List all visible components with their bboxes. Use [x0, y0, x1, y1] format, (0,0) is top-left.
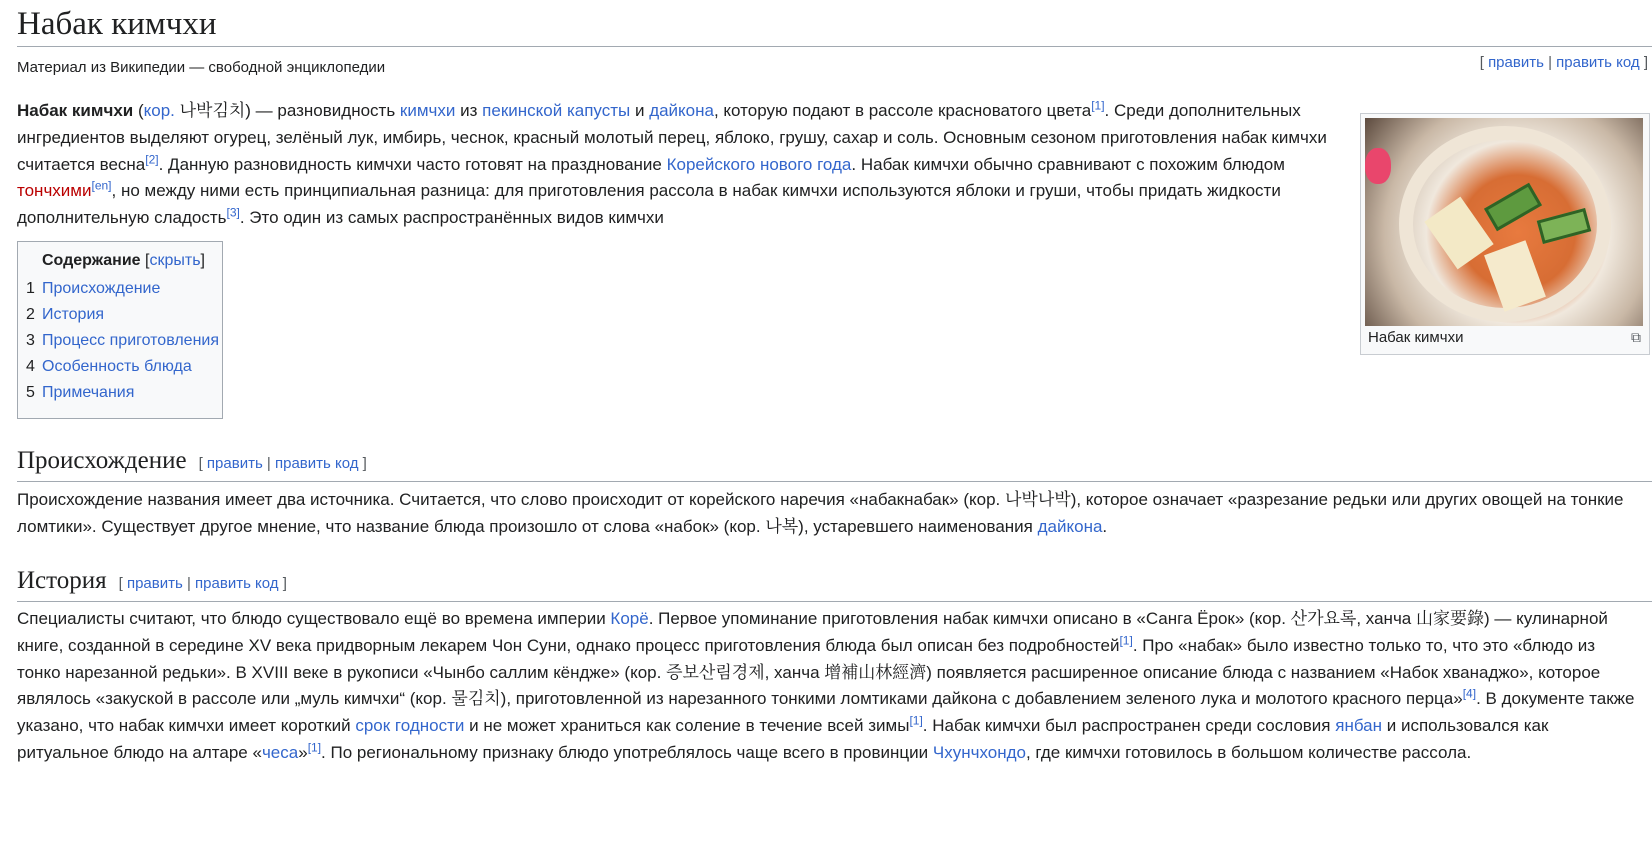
ref-2-link[interactable]: [2] [145, 151, 159, 166]
ref-1-link[interactable]: [1] [1119, 633, 1133, 648]
edit-code-link[interactable]: править код [275, 455, 359, 472]
toc-number: 2 [26, 306, 35, 323]
text: . [1102, 516, 1108, 536]
separator: | [1543, 54, 1557, 71]
thumbnail-box [1360, 113, 1650, 355]
ref-4-link[interactable]: [4] [1462, 686, 1477, 701]
toc-link-notes[interactable]: Примечания [42, 384, 135, 401]
bracket-open: [ [118, 575, 127, 592]
ref-1-link[interactable]: [1] [1091, 98, 1105, 113]
text: . Данную разновидность кимчхи часто готовят на празднование [158, 154, 667, 174]
text: ( [133, 101, 144, 120]
text: и использовался как ритуальное блюдо на алтаре « [17, 716, 1549, 762]
bracket-open: [ [198, 455, 207, 472]
text: . Про «набак» было известно только то, что это «блюдо из тонко нарезанной редьки». В XVIII веке в рукописи «Чынбо саллим кёндже» (кор. 증보산림경제, ханча 增補山林經濟) появляется расширенное описание блюда с названием «Набок хванаджо», которое являлось «закуской в рассоле или „муль кимчхи“ (кор. 물김치), приготовленной из нарезанного тонкими ломтиками дайкона с добавлением зеленого лука и молотого красного перца» [17, 635, 1601, 709]
edit-link[interactable]: править [1488, 54, 1544, 71]
text: и [630, 101, 650, 120]
toc-item[interactable] [26, 357, 219, 383]
bracket-open: [ [1479, 54, 1489, 71]
text: и не может храниться как соление в течение всей зимы [464, 716, 910, 736]
toc-number: 3 [26, 332, 35, 349]
bracket-open: [ [140, 252, 150, 269]
korean-new-year-link[interactable]: Корейского нового года [666, 154, 852, 174]
text: . Набак кимчхи был распространен среди сословия [922, 716, 1336, 736]
text: . По региональному признаку блюдо употреблялось чаще всего в провинции [321, 742, 933, 762]
section-heading-origin [17, 446, 1652, 482]
section-title: История [17, 567, 107, 594]
magnify-icon[interactable]: ⧉ [1631, 329, 1641, 345]
ref-1-link[interactable]: [1] [909, 713, 923, 728]
thumbnail-caption: Набак кимчхи [1368, 329, 1464, 346]
daikon-link[interactable]: дайкона [1037, 516, 1103, 536]
toc-item[interactable] [26, 305, 219, 331]
ref-en-link[interactable]: [en] [91, 178, 112, 193]
toc-title [42, 251, 205, 271]
text: . Среди дополнительных ингредиентов выделяют огурец, зелёный лук, имбирь, чеснок, красный молотый перец, яблоко, грушу, сахар и соль. Основным сезоном приготовления набак кимчхи считается весна [17, 101, 1327, 174]
edit-code-link[interactable]: править код [195, 575, 279, 592]
toc-heading: Содержание [42, 252, 141, 269]
text: , где кимчхи готовилось в большом количестве рассола. [1025, 742, 1472, 762]
toc-link-process[interactable]: Процесс приготовления [42, 332, 220, 349]
edit-link[interactable]: править [206, 455, 263, 472]
separator: | [262, 455, 275, 472]
bracket-close: ] [358, 455, 367, 472]
text: 나박김치) — разновидность [174, 101, 400, 120]
toc-hide-link[interactable]: скрыть [149, 252, 201, 269]
chesa-link[interactable]: чеса [261, 742, 299, 762]
text: » [298, 742, 308, 762]
section-title: Происхождение [17, 447, 187, 474]
section-heading-history [17, 566, 1652, 602]
separator: | [182, 575, 196, 592]
text: . Первое упоминание приготовления набак кимчхи описано в «Санга Ёрок» (кор. 산가요록, ханча 山家要錄) — кулинарной книге, созданной в середине XV века придворным лекарем Чон Суни, однако процесс приготовления блюда был описан без подробностей [17, 609, 1608, 655]
cabbage-link[interactable]: пекинской капусты [482, 101, 631, 120]
chungcheong-link[interactable]: Чхунчхондо [932, 742, 1026, 762]
text: из [455, 101, 483, 120]
toc-link-history[interactable]: История [42, 306, 105, 323]
text: . Набак кимчхи обычно сравнивают с похожим блюдом [851, 154, 1285, 174]
bracket-close: ] [278, 575, 287, 592]
text: . Это один из самых распространённых видов кимчхи [239, 208, 664, 228]
toc-link-origin[interactable]: Происхождение [42, 280, 161, 297]
kimchi-bowl-image[interactable] [1365, 118, 1643, 326]
toc-number: 4 [26, 358, 35, 375]
kimchi-link[interactable]: кимчхи [399, 101, 456, 120]
site-subtitle: Материал из Википедии — свободной энциклопедии [17, 59, 386, 76]
yangban-link[interactable]: янбан [1335, 716, 1383, 736]
text: , но между ними есть принципиальная разница: для приготовления рассола в набак кимчхи используются яблоки и груши, чтобы придать жидкости дополнительную сладость [17, 181, 1281, 228]
section-edit-links [199, 455, 367, 472]
bracket-close: ] [200, 252, 205, 269]
history-paragraph [17, 606, 1637, 767]
text: . В документе также указано, что набак кимчхи имеет короткий [17, 689, 1635, 736]
toc-list [26, 279, 219, 409]
shelf-life-link[interactable]: срок годности [355, 716, 465, 736]
page-edit-links [1480, 53, 1648, 73]
kor-link[interactable]: кор. [143, 101, 175, 120]
ref-3-link[interactable]: [3] [226, 205, 240, 220]
intro-paragraph [17, 98, 1344, 232]
tongchimi-link[interactable]: тончхими [17, 181, 92, 201]
page-title: Набак кимчхи [17, 4, 1652, 47]
daikon-link[interactable]: дайкона [649, 101, 714, 120]
origin-paragraph [17, 487, 1637, 541]
section-edit-links [119, 575, 287, 592]
text: Происхождение названия имеет два источника. Считается, что слово происходит от корейского наречия «набакнабак» (кор. 나박나박), которое означает «разрезание редьки или других овощей на тонкие ломтики». Существует другое мнение, что название блюда произошло от слова «набок» (кор. 나복), устаревшего наименования [17, 490, 1624, 536]
toc-link-feature[interactable]: Особенность блюда [42, 358, 192, 375]
table-of-contents [17, 241, 223, 419]
text: , которую подают в рассоле красноватого цвета [713, 101, 1092, 120]
flower-garnish [1365, 148, 1391, 184]
ref-1-link[interactable]: [1] [307, 740, 322, 755]
text: Специалисты считают, что блюдо существовало ещё во времена империи [17, 609, 611, 628]
koryo-link[interactable]: Корё [610, 609, 649, 628]
edit-code-link[interactable]: править код [1556, 54, 1640, 71]
toc-item[interactable] [26, 279, 219, 305]
toc-number: 1 [26, 280, 35, 297]
edit-link[interactable]: править [126, 575, 183, 592]
toc-number: 5 [26, 384, 35, 401]
toc-item[interactable] [26, 331, 219, 357]
bracket-close: ] [1639, 54, 1648, 71]
toc-item[interactable] [26, 383, 219, 409]
article-subject: Набак кимчхи [17, 101, 134, 120]
